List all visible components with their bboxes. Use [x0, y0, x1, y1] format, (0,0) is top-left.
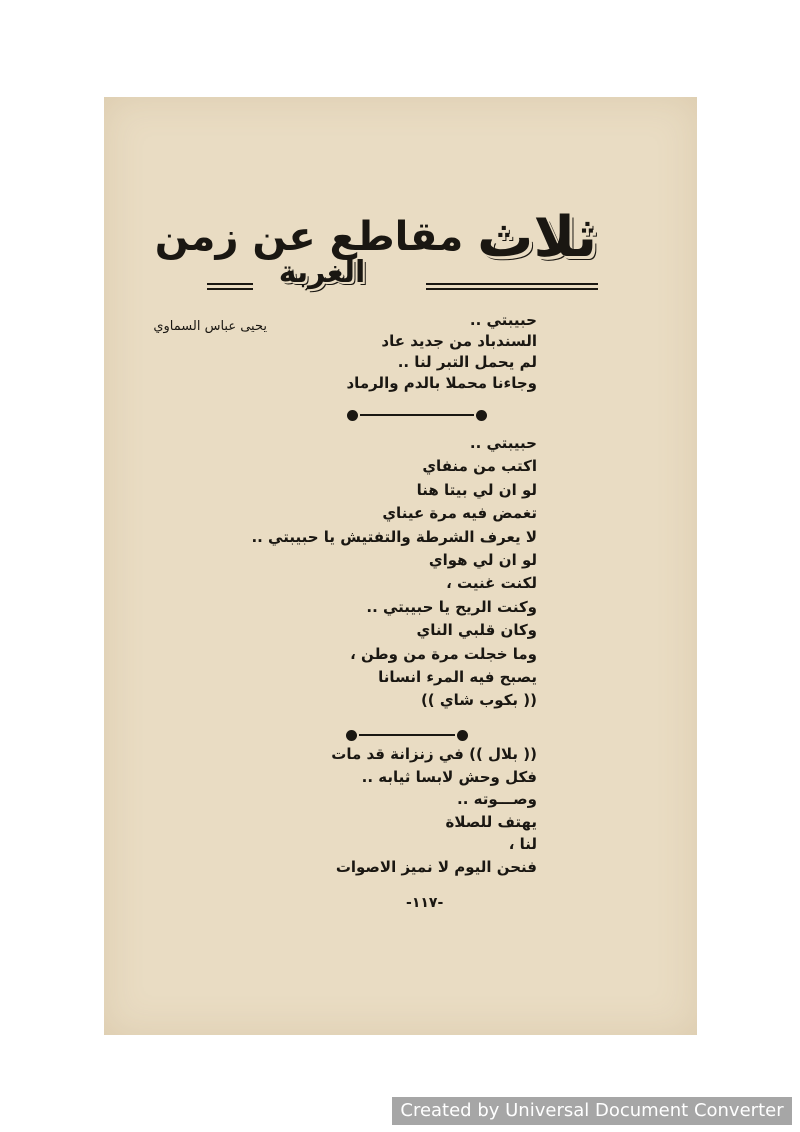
- poem-line: السندباد من جديد عاد: [381, 332, 537, 350]
- stanza-divider: [346, 728, 468, 742]
- page-number: -١١٧-: [406, 895, 444, 911]
- poem-line: وصـــوته ..: [457, 790, 537, 808]
- poem-line: حبيبتي ..: [469, 311, 537, 329]
- poem-line: لو ان لي هواي: [428, 551, 537, 570]
- poem-line: فكل وحش لابسا ثيابه ..: [361, 767, 537, 786]
- divider-dot: [347, 410, 358, 421]
- divider-dot: [457, 730, 468, 741]
- title-rule-left: [207, 283, 253, 293]
- poem-line: وما خجلت مرة من وطن ،: [350, 644, 537, 663]
- poem-line: لكنت غنيت ،: [446, 574, 537, 593]
- divider-line: [359, 734, 455, 736]
- stanza-1: [346, 310, 537, 394]
- poem-line: لو ان لي بيتا هنا: [416, 480, 537, 499]
- divider-dot: [346, 730, 357, 741]
- stanza-3: [331, 743, 537, 878]
- stanza-2: [251, 432, 537, 713]
- poem-line: يهتف للصلاة: [445, 812, 537, 831]
- divider-dot: [476, 410, 487, 421]
- poem-line: اكتب من منفاي: [422, 457, 537, 476]
- watermark-banner: Created by Universal Document Converter: [392, 1097, 792, 1125]
- author-name: يحيى عباس السماوي: [153, 319, 267, 334]
- stanza-divider: [347, 408, 487, 422]
- book-page: [104, 97, 697, 1035]
- poem-line: لم يحمل التبر لنا ..: [397, 353, 537, 371]
- title-first-word: ثلاث: [477, 205, 597, 270]
- poem-line: لا يعرف الشرطة والتفتيش يا حبيبتي ..: [251, 527, 537, 546]
- poem-line: فنحن اليوم لا نميز الاصوات: [335, 857, 537, 876]
- poem-line: وكان قلبي الناي: [416, 621, 537, 640]
- poem-line: لنا ،: [508, 835, 537, 853]
- poem-line: وجاءنا محملا بالدم والرماد: [346, 374, 537, 392]
- poem-line: حبيبتي ..: [469, 434, 537, 452]
- poem-line: (( بكوب شاي )): [420, 691, 537, 710]
- poem-line: (( بلال )) في زنزانة قد مات: [331, 745, 537, 763]
- divider-line: [360, 414, 474, 416]
- poem-line: تغمض فيه مرة عيناي: [382, 504, 537, 523]
- poem-line: يصبح فيه المرء انسانا: [378, 668, 537, 687]
- poem-subtitle: الغربة: [278, 255, 366, 290]
- title-rest: مقاطع عن زمن: [154, 214, 464, 260]
- poem-line: وكنت الريح يا حبيبتي ..: [366, 597, 537, 616]
- title-rule-right: [426, 283, 598, 293]
